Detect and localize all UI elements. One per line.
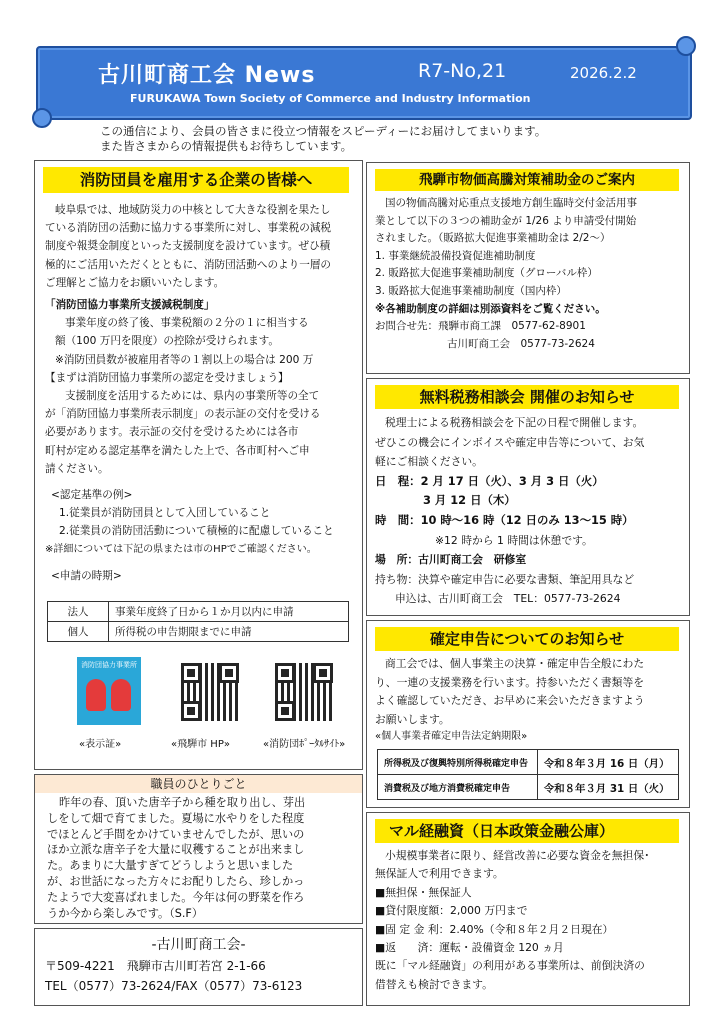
body-line: 無保証人で利用できます。 (375, 867, 504, 881)
subsidy-contact: お問合せ先：飛騨市商工課 0577-62-8901 (375, 320, 586, 333)
table-row (48, 602, 349, 622)
fire-brigade-body (45, 201, 334, 585)
badge-label: 消防団協力事業所 (81, 661, 137, 669)
body-line: 国の物価高騰対応重点支援地方創生臨時交付金活用事 (385, 197, 637, 209)
tax-reduction-heading: 「消防団協力事業所支援減税制度」 (45, 299, 215, 312)
tax-return-body (375, 655, 645, 745)
table-row (378, 775, 679, 800)
body-line: 昨年の春、頂いた唐辛子から種を取り出し、芽出 (59, 796, 306, 809)
staff-column-title: 職員のひとりごと (35, 775, 362, 793)
subsidy-note: ※各補助制度の詳細は別添資料をご覧ください。 (375, 302, 606, 315)
loan-item: ■無担保・無保証人 (375, 885, 472, 899)
body-line: た。あまりに大量すぎてどうしようと思いました (47, 859, 294, 873)
body-line: 支援制度を活用するためには、県内の事業所等の全て (65, 390, 320, 403)
table-row (378, 750, 679, 775)
contact-address: 〒509-4221 飛騨市古川町若宮 2-1-66 (45, 959, 266, 973)
newsletter-subtitle: FURUKAWA Town Society of Commerce and Industry Information (130, 92, 531, 105)
body-line: ほか立派な唐辛子を大量に収穫することが出来まし (47, 843, 305, 857)
body-line: 極的にご活用いただくとともに、消防団活動へのより一層の (45, 258, 332, 271)
body-line: うか今から楽しみです。（S.F） (47, 906, 204, 920)
table-cell: 消費税及び地方消費税確定申告 (378, 775, 538, 800)
body-line: 業として以下の３つの補助金が 1/26 より申請受付開始 (375, 214, 637, 227)
staff-column-section (34, 774, 363, 924)
subsidy-contact: 古川町商工会 0577-73-2624 (447, 337, 595, 350)
detail-note: ※詳細については下記の県または市のHPでご確認ください。 (45, 543, 317, 555)
display-certificate-badge (77, 657, 141, 725)
issue-date: 2026.2.2 (570, 64, 637, 82)
loan-item: ■返 済：運転・設備資金 120 ヵ月 (375, 941, 564, 955)
body-line: 軽にご相談ください。 (375, 455, 483, 469)
table-row (48, 622, 349, 642)
body-line: 岐阜県では、地域防災力の中核として大きな役割を果たし (55, 204, 331, 216)
tax-consultation-body (375, 413, 644, 609)
table-cell: 所得税及び復興特別所得税確定申告 (378, 750, 538, 775)
body-line: ぜひこの機会にインボイスや確定申告等について、お気 (375, 435, 645, 449)
period-heading: <申請の時期> (51, 569, 122, 582)
subsidy-section (366, 162, 690, 374)
intro-line: また皆さまからの情報提供もお待ちしています。 (100, 139, 353, 153)
body-line: 必要があります。表示証の交付を受けるためには各市 (45, 426, 299, 439)
body-line: 借替えも検討できます。 (375, 977, 493, 991)
tax-return-title: 確定申告についてのお知らせ (375, 627, 679, 651)
fire-brigade-section (34, 160, 363, 770)
loan-item: ■固 定 金 利：2.40%（令和８年２月２日現在） (375, 922, 614, 936)
body-line: でほとんど手間をかけていませんでしたが、思いの (47, 827, 305, 841)
body-line: り、一連の支援業務を行います。持参いただく書類等を (375, 675, 645, 689)
body-line: 既に「マル経融資」の利用がある事業所は、前倒決済の (375, 959, 645, 973)
period-table (47, 601, 349, 642)
fire-brigade-title: 消防団員を雇用する企業の皆様へ (43, 167, 349, 193)
intro-text (100, 124, 546, 154)
body-line: が、お世話になった方々にお配りしたら、珍しかっ (47, 874, 305, 888)
intro-line: この通信により、会員の皆さまに役立つ情報をスピーディーにお届けしてまいります。 (100, 124, 547, 138)
criteria-item: 1.従業員が消防団員として入団していること (59, 507, 271, 520)
table-cell: 所得税の申告期限までに申請 (109, 622, 349, 642)
caption-hida-hp: «飛騨市 HP» (171, 739, 230, 750)
body-line: が「消防団協力事業所表示制度」の表示証の交付を受ける (45, 408, 321, 421)
body-line: 【まずは消防団協力事業所の認定を受けましょう】 (45, 371, 289, 384)
tax-consultation-title: 無料税務相談会 開催のお知らせ (375, 385, 679, 409)
fire-portal-qr-icon[interactable] (275, 663, 333, 721)
schedule-dates: 日 程：2 月 17 日（火）、3 月 3 日（火） (375, 473, 604, 488)
subsidy-title: 飛騨市物価高騰対策補助金のご案内 (375, 169, 679, 191)
body-line: 商工会では、個人事業主の決算・確定申告全般にわた (385, 657, 645, 670)
schedule-time: 時 間：10 時～16 時（12 日のみ 13～15 時） (375, 512, 634, 527)
body-line: 請ください。 (45, 462, 109, 475)
body-line: しをして畑で育てました。夏場に水やりをした程度 (47, 811, 305, 825)
loan-body (375, 847, 650, 994)
body-line: よく確認していただき、お早めに来会いただきますよう (375, 694, 645, 708)
newsletter-title: 古川町商工会 News (98, 63, 316, 88)
subsidy-item: 1. 事業継続設備投資促進補助制度 (375, 249, 536, 262)
table-cell: 事業年度終了日から１か月以内に申請 (109, 602, 349, 622)
organization-name: -古川町商工会- (151, 937, 246, 953)
body-line: 事業年度の終了後、事業税額の２分の１に相当する (65, 317, 309, 330)
loan-item: ■貸付限度額：2,000 万円まで (375, 904, 528, 918)
issue-number: R7-No,21 (418, 60, 507, 82)
table-cell: 法人 (48, 602, 109, 622)
contact-section (34, 928, 363, 1006)
body-line: お願いします。 (375, 712, 450, 726)
caption-fire-portal: «消防団ﾎﾟｰﾀﾙｻｲﾄ» (263, 739, 346, 750)
schedule-dates: 3 月 12 日（木） (423, 493, 516, 508)
loan-section (366, 812, 690, 1006)
tax-consultation-section (366, 378, 690, 616)
schedule-place: 場 所：古川町商工会 研修室 (375, 553, 527, 567)
subsidy-item: 2. 販路拡大促進事業補助制度（グローバル枠） (375, 267, 598, 280)
subsidy-body (375, 195, 637, 353)
scroll-curl-right-icon (676, 36, 696, 56)
body-line: たようで大変喜ばれました。今年は何の野菜を作ろ (47, 890, 305, 904)
contact-phone: TEL（0577）73-2624/FAX（0577）73-6123 (45, 979, 303, 993)
application-contact: 申込は、古川町商工会 TEL：0577-73-2624 (395, 592, 621, 606)
criteria-item: 2.従業員の消防団活動について積極的に配慮していること (59, 525, 334, 538)
body-line: 額（100 万円を限度）の控除が受けられます。 (55, 335, 280, 348)
deadline-table (377, 749, 679, 800)
body-line: 税理士による税務相談会を下記の日程で開催します。 (385, 416, 644, 429)
deadline-heading: «個人事業者確定申告法定納期限» (375, 731, 528, 743)
body-line: されました。（販路拡大促進事業補助金は 2/2～） (375, 232, 611, 245)
body-line: 町村が定める認定基準を満たした上で、各市町村へご申 (45, 444, 310, 457)
caption-certificate: «表示証» (79, 739, 122, 750)
hida-city-qr-icon[interactable] (181, 663, 239, 721)
subsidy-item: 3. 販路拡大促進事業補助制度（国内枠） (375, 284, 567, 297)
table-cell: 令和８年３月 16 日（月） (537, 750, 678, 775)
loan-title: マル経融資（日本政策金融公庫） (375, 819, 679, 843)
tax-return-section (366, 620, 690, 808)
staff-column-body (47, 795, 305, 921)
body-line: ※消防団員数が被雇用者等の１割以上の場合は 200 万 (55, 353, 314, 366)
body-line: ご理解とご協力をお願いいたします。 (45, 276, 225, 289)
firefighter-icon (111, 679, 131, 711)
firefighter-icon (86, 679, 106, 711)
body-line: 制度や報奨金制度といった支援制度を設けています。ぜひ積 (45, 240, 331, 253)
newsletter-banner (36, 46, 692, 120)
table-cell: 個人 (48, 622, 109, 642)
break-note: ※12 時から 1 時間は休憩です。 (435, 533, 593, 547)
body-line: ている消防団の活動に協力する事業所に対し、事業税の減税 (45, 222, 332, 235)
table-cell: 令和８年３月 31 日（火） (537, 775, 678, 800)
criteria-heading: <認定基準の例> (51, 489, 133, 502)
body-line: 小規模事業者に限り、経営改善に必要な資金を無担保･ (385, 849, 650, 862)
scroll-curl-left-icon (32, 108, 52, 128)
things-to-bring: 持ち物：決算や確定申告に必要な書類、筆記用具など (375, 572, 635, 586)
